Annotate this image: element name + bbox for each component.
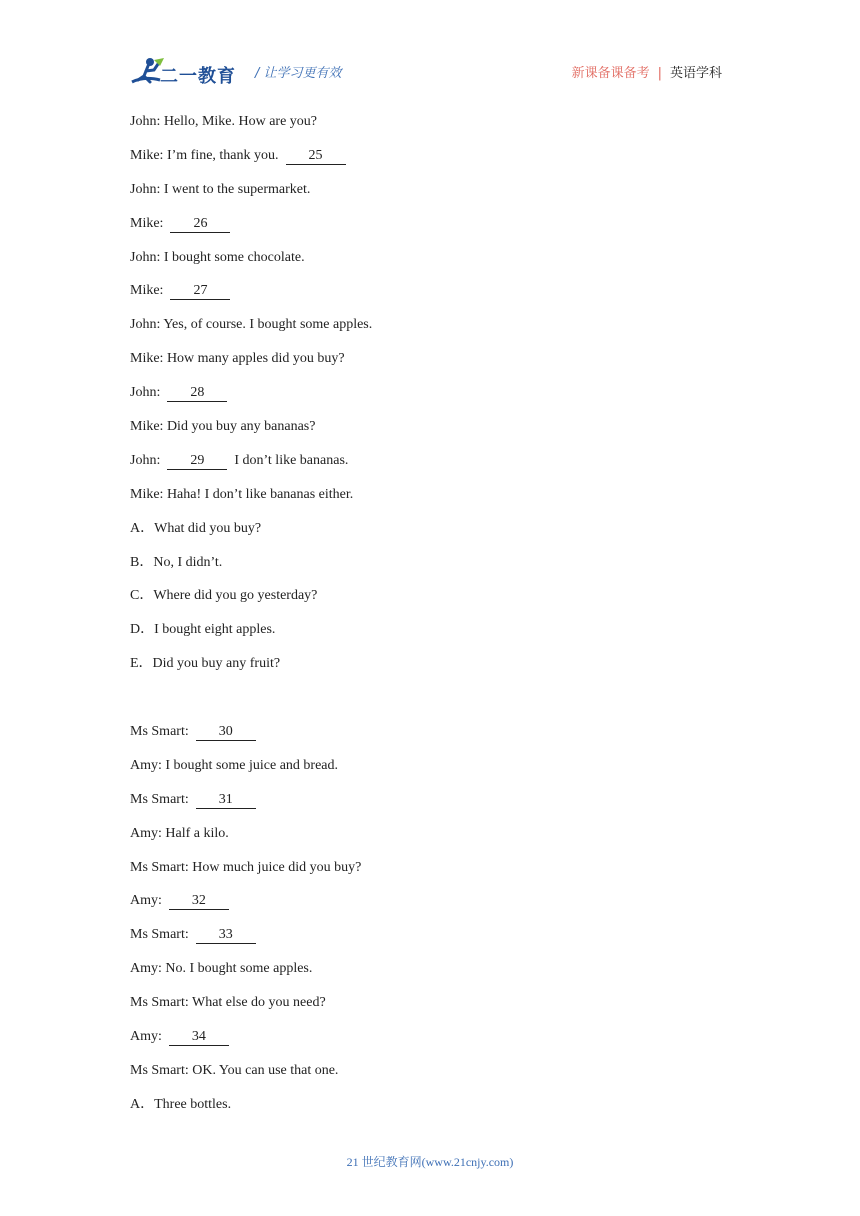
- dialog-text: Amy:: [130, 1029, 169, 1045]
- dialog-text: John:: [130, 385, 168, 401]
- answer-blank[interactable]: 28: [167, 385, 227, 402]
- answer-blank[interactable]: 33: [196, 927, 256, 944]
- option-item: D．I bought eight apples.: [130, 622, 276, 638]
- dialog-line: [130, 146, 730, 180]
- dialog-line: [130, 214, 730, 248]
- option-item: A．What did you buy?: [130, 520, 262, 536]
- dialog-line: [130, 485, 730, 519]
- answer-blank[interactable]: 27: [170, 283, 230, 300]
- dialog-line: [130, 1027, 730, 1061]
- options-section-2: [130, 1095, 730, 1129]
- option-item: B．No, I didn’t.: [130, 554, 223, 570]
- dialog-line: [130, 383, 730, 417]
- dialog-text: Mike:: [130, 215, 171, 231]
- logo: [130, 56, 240, 90]
- dialog-text: John: I went to the supermarket.: [130, 181, 311, 197]
- header-tagline: 新课备课备考: [571, 66, 650, 81]
- dialog-line: [130, 993, 730, 1027]
- dialog-line: [130, 248, 730, 282]
- dialog-text: Mike: Did you buy any bananas?: [130, 419, 316, 435]
- dialog-line: [130, 417, 730, 451]
- dialog-line: [130, 925, 730, 959]
- options-section-1: [130, 519, 730, 688]
- answer-blank[interactable]: 32: [169, 893, 229, 910]
- dialog-text: Mike: Haha! I don’t like bananas either.: [130, 486, 354, 502]
- option-item: E．Did you buy any fruit?: [130, 656, 281, 672]
- header-subject: 英语学科: [669, 66, 722, 81]
- answer-blank[interactable]: 29: [167, 453, 227, 470]
- dialog-section-1: [130, 112, 730, 519]
- dialog-line: [130, 349, 730, 383]
- dialog-text: Ms Smart:: [130, 791, 196, 807]
- dialog-text: Ms Smart: What else do you need?: [130, 995, 326, 1011]
- dialog-line: [130, 891, 730, 925]
- dialog-text-after: I don’t like bananas.: [227, 452, 349, 468]
- dialog-line: [130, 790, 730, 824]
- dialog-line: [130, 1061, 730, 1095]
- logo-text: 二一教育: [160, 66, 236, 87]
- page-footer: 21 世纪教育网(www.21cnjy.com): [346, 1155, 514, 1169]
- dialog-text: Amy: I bought some juice and bread.: [130, 757, 339, 773]
- answer-blank[interactable]: 30: [196, 724, 256, 741]
- dialog-line: [130, 756, 730, 790]
- dialog-text: Ms Smart:: [130, 927, 196, 943]
- section-gap: [130, 688, 730, 722]
- answer-blank[interactable]: 26: [170, 216, 230, 233]
- dialog-text: Ms Smart: How much juice did you buy?: [130, 859, 362, 875]
- slogan: / 让学习更有效: [255, 66, 342, 81]
- option-item: C．Where did you go yesterday?: [130, 588, 318, 604]
- dialog-text: Amy:: [130, 893, 169, 909]
- dialog-line: [130, 959, 730, 993]
- dialog-text: John: Hello, Mike. How are you?: [130, 114, 318, 129]
- document-body: [130, 112, 730, 1129]
- page-header: [130, 52, 730, 92]
- dialog-text: Mike:: [130, 283, 171, 299]
- dialog-text: Amy: No. I bought some apples.: [130, 961, 313, 977]
- answer-blank[interactable]: 31: [196, 792, 256, 809]
- dialog-text: Ms Smart: OK. You can use that one.: [130, 1062, 339, 1078]
- answer-blank[interactable]: 25: [286, 148, 346, 165]
- header-right: [572, 62, 722, 81]
- dialog-line: [130, 451, 730, 485]
- dialog-line: [130, 112, 730, 146]
- header-divider: |: [657, 66, 662, 81]
- dialog-line: [130, 315, 730, 349]
- option-item: A．Three bottles.: [130, 1096, 232, 1112]
- dialog-text: John:: [130, 452, 168, 468]
- dialog-text: Mike: How many apples did you buy?: [130, 351, 345, 367]
- answer-blank[interactable]: 34: [169, 1029, 229, 1046]
- dialog-text: Amy: Half a kilo.: [130, 825, 229, 841]
- dialog-line: [130, 281, 730, 315]
- dialog-section-2: [130, 722, 730, 1095]
- dialog-text: Ms Smart:: [130, 724, 196, 740]
- dialog-line: [130, 858, 730, 892]
- dialog-line: [130, 824, 730, 858]
- dialog-text: John: I bought some chocolate.: [130, 249, 305, 265]
- dialog-text: John: Yes, of course. I bought some apples.: [130, 317, 373, 333]
- dialog-line: [130, 722, 730, 756]
- dialog-text: Mike: I’m fine, thank you.: [130, 147, 286, 163]
- dialog-line: [130, 180, 730, 214]
